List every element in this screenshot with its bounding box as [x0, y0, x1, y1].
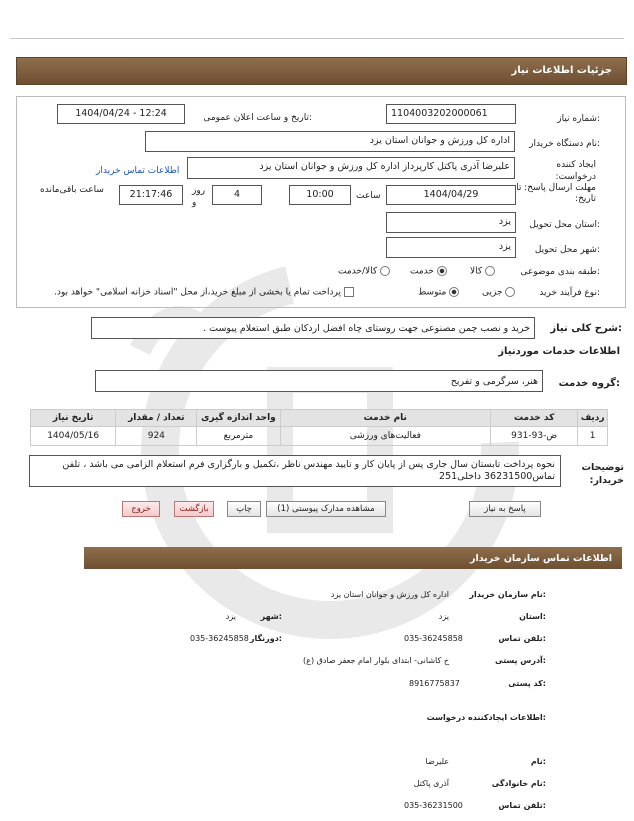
treasury-payment-option[interactable]: پرداخت تمام یا بخشی از مبلغ خرید،از محل "اسناد خزانه اسلامی" خواهد بود. — [54, 287, 354, 298]
buyer-contact-link[interactable]: اطلاعات تماس خریدار — [96, 166, 180, 176]
remaining-time-label: ساعت باقی‌مانده — [40, 185, 104, 195]
creator-last-name-value: آذری پاکتل — [413, 779, 449, 788]
buyer-org-field: اداره کل ورزش و جوانان استان یزد — [145, 131, 515, 152]
col-header-row-no: ردیف — [578, 410, 608, 427]
deadline-label: مهلت ارسال پاسخ: تا تاریخ: — [516, 183, 596, 204]
contact-address-label: آدرس پستی: — [495, 656, 546, 665]
creator-first-name-value: علیرضا — [425, 757, 449, 766]
contact-city-label: شهر: — [260, 612, 282, 621]
creator-label: ایجاد کننده درخواست: — [555, 160, 596, 182]
contact-phone-value: 035-36245858 — [404, 634, 463, 643]
category-label: طبقه بندی موضوعی: — [520, 267, 600, 277]
exit-button[interactable]: خروج — [122, 501, 160, 517]
back-button[interactable]: بازگشت — [174, 501, 214, 517]
delivery-province-label: استان محل تحویل: — [529, 220, 600, 230]
contact-phone-label: تلفن تماس: — [498, 634, 546, 643]
col-header-code: کد خدمت — [491, 410, 578, 427]
contact-fax-label: دورنگار: — [249, 634, 282, 643]
announce-label: تاریخ و ساعت اعلان عمومی: — [203, 113, 312, 123]
contact-address-value: خ کاشانی- ابتدای بلوار امام جعفر صادق (ع) — [303, 656, 449, 665]
page-header — [16, 57, 627, 85]
contact-org-label: نام سازمان خریدار: — [469, 590, 546, 599]
deadline-time-field: 10:00 — [289, 185, 351, 205]
cell-qty: 924 — [116, 427, 197, 446]
process-option-minor[interactable]: جزیی — [482, 287, 515, 298]
col-header-name: نام خدمت — [280, 410, 491, 427]
category-option-service[interactable]: خدمت — [410, 266, 447, 277]
category-radio-goods-service[interactable] — [380, 266, 390, 276]
process-type-label: نوع فرآیند خرید: — [539, 288, 600, 298]
contact-fax-value: 035-36245858 — [190, 634, 249, 643]
process-option-medium[interactable]: متوسط — [418, 287, 459, 298]
col-header-unit: واحد اندازه گیری — [197, 410, 280, 427]
contact-city-value: یزد — [225, 612, 236, 621]
col-header-qty: تعداد / مقدار — [116, 410, 197, 427]
page-title: جزئیات اطلاعات نیاز — [511, 65, 612, 76]
service-group-field: هنر، سرگرمی و تفریح — [95, 370, 543, 392]
deadline-time-label: ساعت — [356, 191, 381, 201]
process-radio-medium[interactable] — [449, 287, 459, 297]
cell-name: فعالیت‌های ورزشی — [280, 427, 491, 446]
summary-field: خرید و نصب چمن مصنوعی جهت روستای چاه افضل اردکان طبق استعلام پیوست . — [91, 317, 535, 339]
category-radio-service[interactable] — [437, 266, 447, 276]
contact-province-label: استان: — [519, 612, 546, 621]
table-header-row — [31, 410, 608, 427]
delivery-city-field: یزد — [386, 237, 516, 258]
process-radio-minor[interactable] — [505, 287, 515, 297]
services-section-title: اطلاعات خدمات موردنیاز — [498, 346, 620, 357]
creator-last-name-label: نام خانوادگی: — [491, 779, 546, 788]
need-number-label: شماره نیاز: — [557, 114, 600, 124]
delivery-province-field: یزد — [386, 212, 516, 233]
view-attachments-button[interactable]: مشاهده مدارک پیوستی (1) — [266, 501, 386, 517]
need-number-field: 1104003202000061 — [386, 104, 516, 124]
category-option-goods-service[interactable]: کالا/خدمت — [338, 266, 390, 277]
services-table — [30, 409, 608, 446]
creator-first-name-label: نام: — [530, 757, 546, 766]
service-group-label: گروه خدمت: — [558, 378, 620, 389]
top-divider — [10, 38, 624, 39]
deadline-date-field: 1404/04/29 — [386, 185, 516, 205]
buyer-notes-label: توضیحات خریدار: — [581, 462, 624, 486]
cell-unit: مترمربع — [197, 427, 280, 446]
contact-org-value: اداره کل ورزش و جوانان استان یزد — [330, 590, 449, 599]
delivery-city-label: شهر محل تحویل: — [534, 245, 600, 255]
remaining-time-field: 21:17:46 — [119, 185, 183, 205]
treasury-payment-checkbox[interactable] — [344, 287, 354, 297]
print-button[interactable]: چاپ — [227, 501, 261, 517]
reply-button[interactable]: پاسخ به نیاز — [469, 501, 541, 517]
contact-postal-label: کد پستی: — [508, 679, 546, 688]
creator-section-title: اطلاعات ایجادکننده درخواست: — [426, 713, 546, 722]
creator-phone-value: 035-36231500 — [404, 801, 463, 810]
days-remaining-field: 4 — [212, 185, 262, 205]
buyer-org-label: نام دستگاه خریدار: — [529, 139, 600, 149]
buyer-notes-field: نحوه پرداخت تابستان سال جاری پس از پایان کار و تایید مهندس ناظر ،تکمیل و بارگزاری فرم استعلام الزامی می باشد ، تلفن تماس36231500 داخلی251 — [29, 455, 561, 487]
creator-field: علیرضا آذری پاکتل کارپرداز اداره کل ورزش و جوانان استان یزد — [187, 157, 515, 179]
cell-code: ض-93-931 — [491, 427, 578, 446]
creator-phone-label: تلفن تماس: — [498, 801, 546, 810]
contact-province-value: یزد — [438, 612, 449, 621]
contact-section-header — [84, 547, 622, 569]
category-option-goods[interactable]: کالا — [470, 266, 495, 277]
col-header-date: تاریخ نیاز — [31, 410, 116, 427]
days-label: روز و — [192, 186, 206, 208]
contact-section-title: اطلاعات تماس سازمان خریدار — [469, 553, 612, 564]
contact-postal-value: 8916775837 — [409, 679, 460, 688]
summary-label: شرح کلی نیاز: — [550, 323, 622, 334]
cell-row-no: 1 — [578, 427, 608, 446]
category-radio-goods[interactable] — [485, 266, 495, 276]
table-row — [31, 427, 608, 446]
cell-date: 1404/05/16 — [31, 427, 116, 446]
announce-field: 1404/04/24 - 12:24 — [57, 104, 185, 124]
